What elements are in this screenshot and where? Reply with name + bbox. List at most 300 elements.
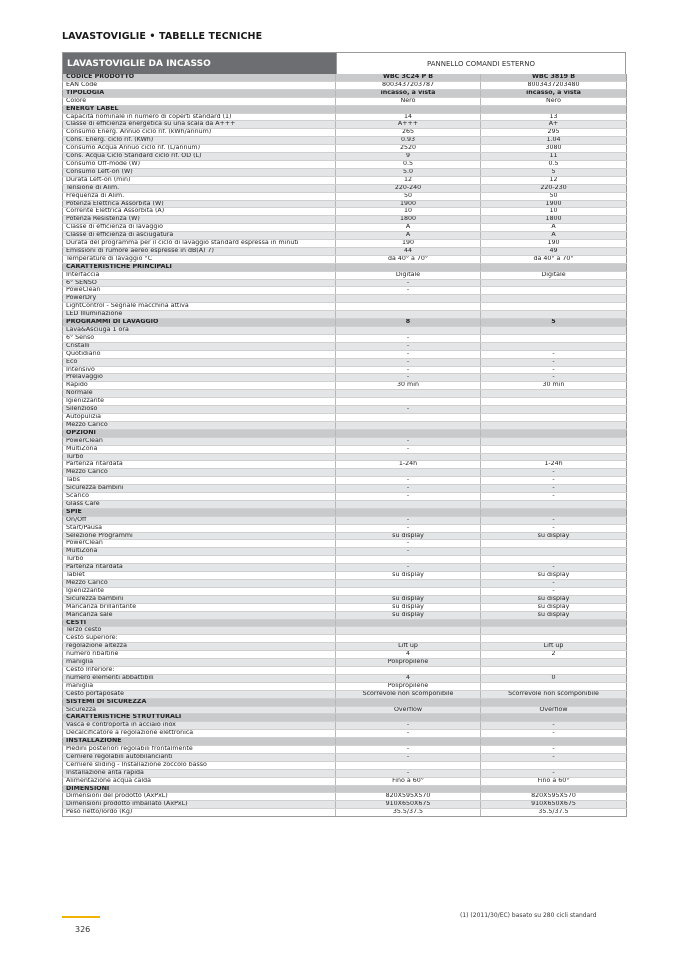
value-wbc-3c24 <box>336 635 481 643</box>
value-wbc-3c24: - <box>336 477 481 485</box>
table-row <box>63 271 627 279</box>
row-label: Colore <box>63 97 336 105</box>
value-wbc-3c24: su display <box>336 595 481 603</box>
value-wbc-3819: - <box>481 580 627 588</box>
row-label: Cristalli <box>63 342 336 350</box>
value-wbc-3c24 <box>336 714 481 722</box>
row-label: Classe di efficienza di lavaggio <box>63 224 336 232</box>
value-wbc-3819 <box>481 421 627 429</box>
value-wbc-3819: 820X595X570 <box>481 793 627 801</box>
table-title: LAVASTOVIGLIE DA INCASSO <box>63 53 336 74</box>
table-row <box>63 224 627 232</box>
value-wbc-3c24: 1800 <box>336 216 481 224</box>
table-row <box>63 809 627 817</box>
table-row <box>63 785 627 793</box>
accent-line <box>62 916 100 918</box>
row-label: Cons. Energ. ciclo rif. (KWh) <box>63 137 336 145</box>
row-label: Tablet <box>63 572 336 580</box>
value-wbc-3819: 13 <box>481 113 627 121</box>
value-wbc-3c24: - <box>336 730 481 738</box>
row-label: CARATTERISTICHE PRINCIPALI <box>63 263 336 271</box>
row-label: Consumo Energ. Annuo ciclo rif. (kWh/annum) <box>63 129 336 137</box>
value-wbc-3c24 <box>336 263 481 271</box>
table-row <box>63 619 627 627</box>
row-label: Durata del programma per il ciclo di lavaggio standard espressa in minuti <box>63 240 336 248</box>
value-wbc-3819: - <box>481 366 627 374</box>
row-label: Glass Care <box>63 500 336 508</box>
value-wbc-3c24: 10 <box>336 208 481 216</box>
row-label: Mezzo Carico <box>63 421 336 429</box>
spec-table-container <box>62 52 626 817</box>
value-wbc-3819: A <box>481 224 627 232</box>
value-wbc-3c24 <box>336 508 481 516</box>
value-wbc-3819: - <box>481 477 627 485</box>
value-wbc-3c24: 8003437203787 <box>336 81 481 89</box>
table-row <box>63 532 627 540</box>
value-wbc-3819: 1-24h <box>481 461 627 469</box>
row-label: numero elementi abbattibili <box>63 674 336 682</box>
table-row <box>63 74 627 81</box>
table-row <box>63 429 627 437</box>
row-label: INSTALLAZIONE <box>63 738 336 746</box>
value-wbc-3819 <box>481 761 627 769</box>
value-wbc-3819 <box>481 279 627 287</box>
value-wbc-3c24: 14 <box>336 113 481 121</box>
table-title-row <box>62 52 626 74</box>
value-wbc-3819: Overflow <box>481 706 627 714</box>
table-row <box>63 303 627 311</box>
value-wbc-3c24 <box>336 469 481 477</box>
row-label: Tabs <box>63 477 336 485</box>
table-row <box>63 524 627 532</box>
value-wbc-3819 <box>481 413 627 421</box>
row-label: Classe di efficienza energetica su una scala da A+++ <box>63 121 336 129</box>
table-row <box>63 145 627 153</box>
row-label: Mezzo Carico <box>63 469 336 477</box>
value-wbc-3819: WBC 3819 B <box>481 74 627 81</box>
table-row <box>63 311 627 319</box>
value-wbc-3c24: su display <box>336 572 481 580</box>
value-wbc-3c24 <box>336 311 481 319</box>
row-label: PoweClean <box>63 287 336 295</box>
value-wbc-3819: - <box>481 350 627 358</box>
value-wbc-3c24: A <box>336 232 481 240</box>
row-label: SPIE <box>63 508 336 516</box>
row-label: Scarico <box>63 493 336 501</box>
value-wbc-3c24: - <box>336 366 481 374</box>
value-wbc-3c24: 44 <box>336 247 481 255</box>
value-wbc-3c24: - <box>336 287 481 295</box>
table-row <box>63 413 627 421</box>
value-wbc-3c24: incasso, a vista <box>336 89 481 97</box>
table-row <box>63 200 627 208</box>
table-row <box>63 97 627 105</box>
table-row <box>63 247 627 255</box>
value-wbc-3c24: 2520 <box>336 145 481 153</box>
value-wbc-3819: - <box>481 493 627 501</box>
table-row <box>63 319 627 327</box>
row-label: Emissioni di rumore aereo espresse in dB(A) 7) <box>63 247 336 255</box>
table-row <box>63 342 627 350</box>
row-label: Lava&Asciuga 1 ora <box>63 327 336 335</box>
value-wbc-3819 <box>481 406 627 414</box>
table-row <box>63 508 627 516</box>
table-row <box>63 548 627 556</box>
row-label: Capacità nominale in numero di coperti standard (1) <box>63 113 336 121</box>
table-row <box>63 666 627 674</box>
value-wbc-3819: - <box>481 374 627 382</box>
table-row <box>63 659 627 667</box>
row-label: 6° SENSO <box>63 279 336 287</box>
row-label: Installazione anta rapida <box>63 769 336 777</box>
value-wbc-3819: - <box>481 769 627 777</box>
table-row <box>63 738 627 746</box>
table-row <box>63 437 627 445</box>
value-wbc-3819: - <box>481 730 627 738</box>
table-row <box>63 208 627 216</box>
value-wbc-3c24 <box>336 295 481 303</box>
value-wbc-3819 <box>481 287 627 295</box>
table-row <box>63 516 627 524</box>
table-row <box>63 216 627 224</box>
value-wbc-3c24 <box>336 398 481 406</box>
value-wbc-3c24 <box>336 587 481 595</box>
table-row <box>63 500 627 508</box>
value-wbc-3819 <box>481 635 627 643</box>
value-wbc-3c24: - <box>336 493 481 501</box>
value-wbc-3c24: 220-240 <box>336 184 481 192</box>
page-header: LAVASTOVIGLIE • TABELLE TECNICHE <box>62 31 263 42</box>
table-row <box>63 540 627 548</box>
table-row <box>63 445 627 453</box>
table-row <box>63 263 627 271</box>
value-wbc-3819: 910X650X675 <box>481 801 627 809</box>
table-row <box>63 113 627 121</box>
value-wbc-3c24: Polipropilene <box>336 659 481 667</box>
value-wbc-3819: 8003437203480 <box>481 81 627 89</box>
value-wbc-3c24: 0.5 <box>336 160 481 168</box>
row-label: Classe di efficienza di asciugatura <box>63 232 336 240</box>
value-wbc-3c24: - <box>336 350 481 358</box>
row-label: Turbo <box>63 556 336 564</box>
value-wbc-3819 <box>481 556 627 564</box>
value-wbc-3c24 <box>336 666 481 674</box>
table-row <box>63 603 627 611</box>
row-label: Potenza Elettrica Assorbita (W) <box>63 200 336 208</box>
row-label: Igienizzante <box>63 398 336 406</box>
value-wbc-3c24: - <box>336 564 481 572</box>
table-row <box>63 461 627 469</box>
value-wbc-3c24: 35.5/37.5 <box>336 809 481 817</box>
table-row <box>63 469 627 477</box>
value-wbc-3819: su display <box>481 603 627 611</box>
table-row <box>63 722 627 730</box>
row-label: Cesto Inferiore: <box>63 666 336 674</box>
table-row <box>63 753 627 761</box>
value-wbc-3819 <box>481 714 627 722</box>
value-wbc-3c24: su display <box>336 603 481 611</box>
table-row <box>63 334 627 342</box>
row-label: Quotidiano <box>63 350 336 358</box>
value-wbc-3c24: - <box>336 548 481 556</box>
table-row <box>63 240 627 248</box>
value-wbc-3819 <box>481 327 627 335</box>
value-wbc-3c24 <box>336 580 481 588</box>
value-wbc-3c24 <box>336 429 481 437</box>
row-label: On/Off <box>63 516 336 524</box>
value-wbc-3819 <box>481 738 627 746</box>
value-wbc-3819: A+ <box>481 121 627 129</box>
value-wbc-3819 <box>481 342 627 350</box>
row-label: Decalcificatore a regolazione elettronica <box>63 730 336 738</box>
row-label: Tensione di Alim. <box>63 184 336 192</box>
value-wbc-3819: - <box>481 587 627 595</box>
value-wbc-3819: - <box>481 564 627 572</box>
value-wbc-3819: su display <box>481 595 627 603</box>
table-row <box>63 89 627 97</box>
row-label: CARATTERISTICHE STRUTTURALI <box>63 714 336 722</box>
value-wbc-3819 <box>481 682 627 690</box>
table-row <box>63 121 627 129</box>
value-wbc-3819: 295 <box>481 129 627 137</box>
value-wbc-3819 <box>481 500 627 508</box>
value-wbc-3819 <box>481 303 627 311</box>
value-wbc-3c24: - <box>336 485 481 493</box>
value-wbc-3819: 35.5/37.5 <box>481 809 627 817</box>
row-label: Autopulizia <box>63 413 336 421</box>
value-wbc-3819: - <box>481 469 627 477</box>
table-row <box>63 769 627 777</box>
row-label: DIMENSIONI <box>63 785 336 793</box>
row-label: Partenza ritardata <box>63 461 336 469</box>
row-label: TIPOLOGIA <box>63 89 336 97</box>
value-wbc-3c24 <box>336 413 481 421</box>
value-wbc-3c24 <box>336 500 481 508</box>
table-row <box>63 698 627 706</box>
row-label: Dimensioni prodotto imballato (AxPxL) <box>63 801 336 809</box>
row-label: LightControl - Segnale macchina attiva <box>63 303 336 311</box>
value-wbc-3c24: Polipropilene <box>336 682 481 690</box>
value-wbc-3819 <box>481 548 627 556</box>
value-wbc-3819 <box>481 334 627 342</box>
row-label: PowerClean <box>63 540 336 548</box>
row-label: Start/Pausa <box>63 524 336 532</box>
value-wbc-3c24 <box>336 556 481 564</box>
value-wbc-3c24: 4 <box>336 651 481 659</box>
row-label: Silenzioso <box>63 406 336 414</box>
value-wbc-3819: - <box>481 524 627 532</box>
value-wbc-3819: - <box>481 516 627 524</box>
value-wbc-3819: Digitale <box>481 271 627 279</box>
table-row <box>63 564 627 572</box>
row-label: Frequenza di Alim. <box>63 192 336 200</box>
table-row <box>63 390 627 398</box>
value-wbc-3c24 <box>336 421 481 429</box>
table-row <box>63 477 627 485</box>
table-row <box>63 572 627 580</box>
value-wbc-3c24: su display <box>336 532 481 540</box>
table-row <box>63 105 627 113</box>
value-wbc-3c24: 30 min <box>336 382 481 390</box>
value-wbc-3c24 <box>336 698 481 706</box>
value-wbc-3c24: - <box>336 437 481 445</box>
row-label: ENERGY LABEL <box>63 105 336 113</box>
value-wbc-3c24: - <box>336 334 481 342</box>
value-wbc-3819: 50 <box>481 192 627 200</box>
value-wbc-3819 <box>481 390 627 398</box>
value-wbc-3819: 10 <box>481 208 627 216</box>
row-label: Cerniere sliding - Installazione zoccolo basso <box>63 761 336 769</box>
row-label: maniglia <box>63 682 336 690</box>
row-label: Cesto portaposate <box>63 690 336 698</box>
value-wbc-3819: - <box>481 485 627 493</box>
table-row <box>63 255 627 263</box>
value-wbc-3819 <box>481 311 627 319</box>
table-row <box>63 674 627 682</box>
value-wbc-3c24 <box>336 761 481 769</box>
table-row <box>63 350 627 358</box>
row-label: Selezione Programmi <box>63 532 336 540</box>
value-wbc-3c24 <box>336 738 481 746</box>
row-label: Terzo cesto <box>63 627 336 635</box>
value-wbc-3819 <box>481 619 627 627</box>
row-label: SISTEMI DI SICUREZZA <box>63 698 336 706</box>
value-wbc-3c24: Overflow <box>336 706 481 714</box>
value-wbc-3819: 1900 <box>481 200 627 208</box>
page-number: 326 <box>75 925 91 934</box>
value-wbc-3819: 190 <box>481 240 627 248</box>
table-row <box>63 358 627 366</box>
value-wbc-3819: A <box>481 232 627 240</box>
value-wbc-3c24: Fino a 60° <box>336 777 481 785</box>
row-label: Sicurezza <box>63 706 336 714</box>
table-row <box>63 137 627 145</box>
table-row <box>63 168 627 176</box>
table-row <box>63 706 627 714</box>
value-wbc-3c24: - <box>336 540 481 548</box>
value-wbc-3c24: 9 <box>336 153 481 161</box>
value-wbc-3c24: - <box>336 524 481 532</box>
table-row <box>63 421 627 429</box>
row-label: Mezzo Carico <box>63 580 336 588</box>
table-row <box>63 287 627 295</box>
table-row <box>63 129 627 137</box>
table-row <box>63 611 627 619</box>
value-wbc-3c24: 0.93 <box>336 137 481 145</box>
row-label: Cesto superiore: <box>63 635 336 643</box>
value-wbc-3c24: - <box>336 358 481 366</box>
row-label: PowerClean <box>63 437 336 445</box>
value-wbc-3819: 5 <box>481 168 627 176</box>
row-label: MultiZona <box>63 548 336 556</box>
value-wbc-3819: - <box>481 722 627 730</box>
row-label: Temperature di lavaggio °C <box>63 255 336 263</box>
value-wbc-3819: 0.5 <box>481 160 627 168</box>
row-label: Mancanza sale <box>63 611 336 619</box>
value-wbc-3819 <box>481 437 627 445</box>
table-row <box>63 627 627 635</box>
value-wbc-3819: Lift up <box>481 643 627 651</box>
row-label: Rapido <box>63 382 336 390</box>
row-label: Corrente Elettrica Assorbita (A) <box>63 208 336 216</box>
value-wbc-3819: incasso, a vista <box>481 89 627 97</box>
value-wbc-3819 <box>481 263 627 271</box>
table-row <box>63 192 627 200</box>
row-label: Vasca e controporta in acciaio inox <box>63 722 336 730</box>
value-wbc-3819: - <box>481 753 627 761</box>
table-row <box>63 635 627 643</box>
row-label: Sicurezza bambini <box>63 595 336 603</box>
row-label: Piedini posteriori regolabili frontalmente <box>63 746 336 754</box>
table-row <box>63 793 627 801</box>
table-row <box>63 382 627 390</box>
value-wbc-3c24 <box>336 627 481 635</box>
row-label: Interfaccia <box>63 271 336 279</box>
row-label: Partenza ritardata <box>63 564 336 572</box>
value-wbc-3c24: Digitale <box>336 271 481 279</box>
row-label: PROGRAMMI DI LAVAGGIO <box>63 319 336 327</box>
row-label: MultiZona <box>63 445 336 453</box>
value-wbc-3819: 1.04 <box>481 137 627 145</box>
value-wbc-3c24 <box>336 390 481 398</box>
table-row <box>63 366 627 374</box>
row-label: Mancanza brillantante <box>63 603 336 611</box>
value-wbc-3c24: - <box>336 342 481 350</box>
row-label: Cons. Acqua Ciclo Standard ciclo rif. OD (L) <box>63 153 336 161</box>
value-wbc-3819: 12 <box>481 176 627 184</box>
row-label: Durata Left-on (min) <box>63 176 336 184</box>
value-wbc-3c24: - <box>336 445 481 453</box>
value-wbc-3819: - <box>481 746 627 754</box>
table-row <box>63 279 627 287</box>
value-wbc-3819: 11 <box>481 153 627 161</box>
value-wbc-3c24: - <box>336 746 481 754</box>
value-wbc-3c24: - <box>336 753 481 761</box>
table-row <box>63 580 627 588</box>
table-row <box>63 398 627 406</box>
table-row <box>63 485 627 493</box>
value-wbc-3819 <box>481 627 627 635</box>
value-wbc-3c24: - <box>336 722 481 730</box>
row-label: OPZIONI <box>63 429 336 437</box>
value-wbc-3819 <box>481 508 627 516</box>
value-wbc-3c24: 1900 <box>336 200 481 208</box>
value-wbc-3c24: 4 <box>336 674 481 682</box>
value-wbc-3819: su display <box>481 572 627 580</box>
value-wbc-3819: 30 min <box>481 382 627 390</box>
row-label: Turbo <box>63 453 336 461</box>
value-wbc-3819: - <box>481 358 627 366</box>
value-wbc-3819 <box>481 453 627 461</box>
table-row <box>63 714 627 722</box>
table-row <box>63 746 627 754</box>
spec-table-body <box>63 74 627 817</box>
table-row <box>63 327 627 335</box>
table-row <box>63 682 627 690</box>
value-wbc-3c24 <box>336 785 481 793</box>
value-wbc-3819: Scorrevole non scomponibile <box>481 690 627 698</box>
row-label: Consumo Left-on (W) <box>63 168 336 176</box>
footnote: (1) (2011/30/EC) basato su 280 cicli standard <box>460 912 597 919</box>
value-wbc-3819: da 40° a 70° <box>481 255 627 263</box>
row-label: CODICE PRODOTTO <box>63 74 336 81</box>
value-wbc-3c24 <box>336 327 481 335</box>
value-wbc-3c24: - <box>336 406 481 414</box>
value-wbc-3c24: 8 <box>336 319 481 327</box>
panel-label: PANNELLO COMANDI ESTERNO <box>336 53 625 74</box>
value-wbc-3c24: 5.0 <box>336 168 481 176</box>
row-label: Dimensioni del prodotto (AxPxL) <box>63 793 336 801</box>
